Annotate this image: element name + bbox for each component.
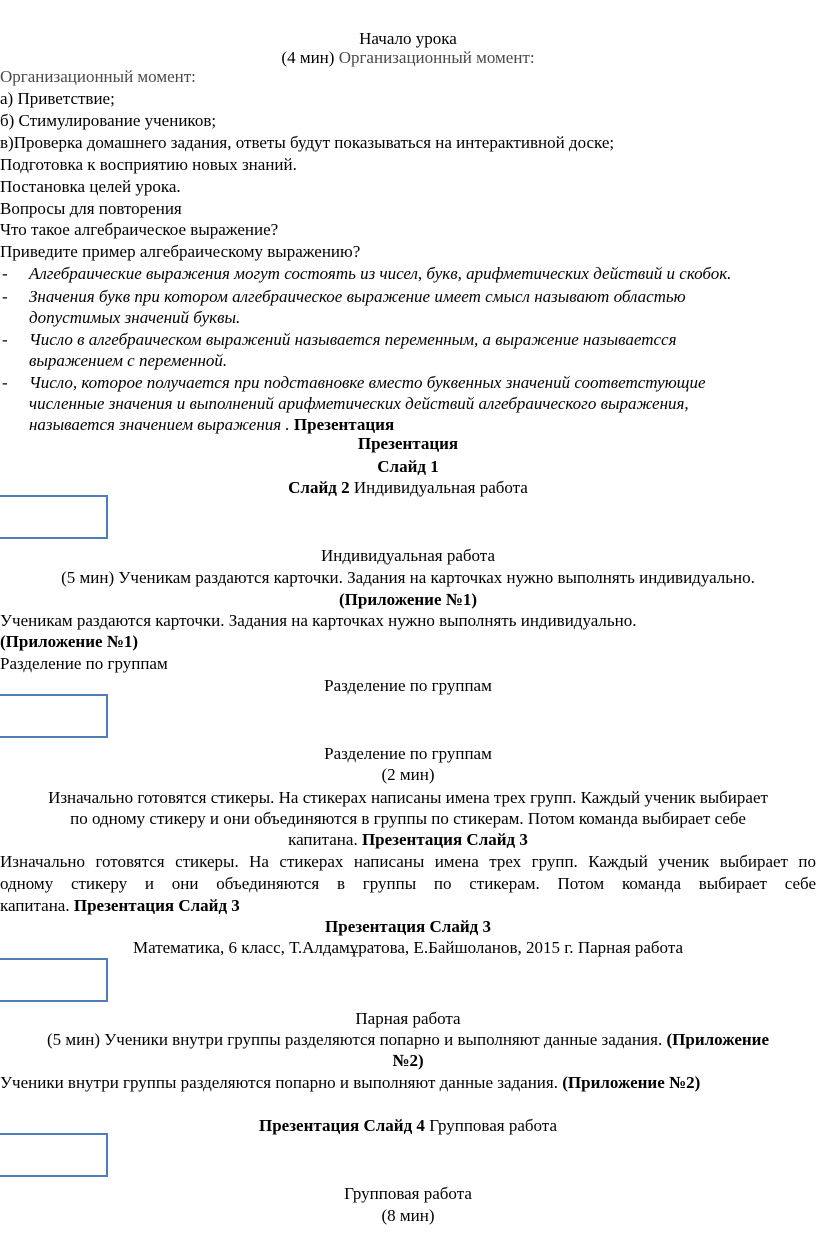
- task-text: Ученикам раздаются карточки. Задания на карточках нужно выполнять индивидуально.: [0, 611, 637, 630]
- list-item: б) Стимулирование учеников;: [0, 111, 217, 130]
- slide-label: Презентация Слайд 3: [325, 917, 491, 936]
- bullet-text: выражением с переменной.: [29, 351, 228, 370]
- appendix-label: №2): [392, 1051, 424, 1070]
- slide-label: Слайд 2: [288, 478, 350, 497]
- slide-label: Презентация Слайд 3: [73, 896, 240, 915]
- slide-label: Презентация Слайд 4: [258, 1116, 425, 1135]
- section-title: Разделение по группам: [324, 676, 492, 695]
- section-title: Индивидуальная работа: [353, 478, 528, 497]
- time-label: (2 мин): [381, 765, 435, 784]
- individual-line: [0, 567, 816, 590]
- task-text: по одному стикеру и они объединяются в группы по стикерам. Потом команда выбирает себе: [70, 809, 746, 828]
- placeholder-frame: [0, 1133, 108, 1177]
- list-item: Приведите пример алгебраическому выражению?: [0, 242, 361, 261]
- bullet-dash: -: [2, 264, 8, 283]
- groups-text-line: [0, 829, 816, 852]
- section-title: Групповая работа: [344, 1184, 472, 1203]
- time-label: (8 мин): [381, 1206, 435, 1225]
- bullet-text: численные значения и выполнений арифметических действий алгебраического выражения,: [29, 394, 689, 413]
- section-title: Разделение по группам: [0, 654, 168, 673]
- task-text: Ученикам раздаются карточки. Задания на карточках нужно выполнять индивидуально.: [118, 568, 755, 587]
- bullet-dash: -: [2, 287, 8, 306]
- task-text: Изначально готовятся стикеры. На стикерах написаны имена трех групп. Каждый ученик выбирает по: [0, 852, 816, 871]
- list-item: Постановка целей урока.: [0, 177, 181, 196]
- time-label: (4 мин): [281, 48, 335, 67]
- slide-label: Презентация Слайд 3: [361, 830, 528, 849]
- groups-text-line: [0, 787, 816, 810]
- bullet-text: называется значением выражения .: [29, 415, 290, 434]
- bullet-dash: -: [2, 330, 8, 349]
- bullet-text: допустимых значений буквы.: [29, 308, 241, 327]
- presentation-label-repeat: Презентация: [357, 434, 459, 453]
- task-text: Изначально готовятся стикеры. На стикерах написаны имена трех групп. Каждый ученик выбирает: [48, 788, 768, 807]
- section-title: Групповая работа: [429, 1116, 557, 1135]
- list-item: Вопросы для повторения: [0, 199, 182, 218]
- pair-line: [0, 1029, 816, 1052]
- org-moment-heading-repeat: Организационный момент:: [0, 67, 196, 86]
- org-moment-heading: Организационный момент:: [338, 48, 535, 67]
- task-text: капитана.: [288, 830, 358, 849]
- appendix-label: (Приложение №1): [338, 590, 478, 609]
- placeholder-frame: [0, 694, 108, 738]
- bullet-text: Значения букв при котором алгебраическое выражение имеет смысл называют областью: [29, 287, 686, 306]
- groups-line: [0, 653, 816, 676]
- appendix-label: (Приложение №1): [0, 632, 139, 651]
- list-item: а) Приветствие;: [0, 89, 115, 108]
- task-text: Ученики внутри группы разделяются попарно и выполняют данные задания.: [0, 1073, 558, 1092]
- slide2-line: [0, 477, 816, 500]
- bullet-text: Число в алгебраическом выражений называется переменным, а выражение называетсся: [29, 330, 677, 349]
- task-text: капитана.: [0, 896, 70, 915]
- pair-line: [0, 1050, 816, 1073]
- source-citation: Математика, 6 класс, Т.Алдамұратова, Е.Байшоланов, 2015 г.: [132, 938, 574, 957]
- list-item: в)Проверка домашнего задания, ответы будут показываться на интерактивной доске;: [0, 133, 615, 152]
- time-label: (5 мин): [46, 1030, 100, 1049]
- list-item: Что такое алгебраическое выражение?: [0, 220, 279, 239]
- appendix-label: (Приложение: [666, 1030, 770, 1049]
- section-title: Парная работа: [577, 938, 683, 957]
- slide-label: Слайд 1: [377, 457, 439, 476]
- bullet-dash: -: [2, 373, 8, 392]
- task-text: Ученики внутри группы разделяются попарно и выполняют данные задания.: [104, 1030, 663, 1049]
- section-title: Индивидуальная работа: [321, 546, 495, 565]
- placeholder-frame: [0, 495, 108, 539]
- time-label: (5 мин): [61, 568, 115, 587]
- lesson-start-title: Начало урока: [359, 29, 457, 48]
- task-text: одному стикеру и они объединяются в группы по стикерам. Потом команда выбирает себе: [0, 874, 816, 893]
- placeholder-frame: [0, 958, 108, 1002]
- groups-text-line: [0, 895, 816, 918]
- bullet-text: Алгебраические выражения могут состоять из чисел, букв, арифметических действий и скобок.: [29, 264, 732, 283]
- bullet-text: Число, которое получается при подставновке вместо буквенных значений соответстующие: [29, 373, 706, 392]
- appendix-label: (Приложение №2): [562, 1073, 701, 1092]
- list-item: Подготовка к восприятию новых знаний.: [0, 155, 297, 174]
- pair-line: [0, 1072, 816, 1095]
- slide4-line: [0, 1115, 816, 1138]
- presentation-label: Презентация: [293, 415, 395, 434]
- section-title: Парная работа: [355, 1009, 461, 1028]
- groups-line: [0, 675, 816, 698]
- source-line: [0, 937, 816, 960]
- section-title: Разделение по группам: [324, 744, 492, 763]
